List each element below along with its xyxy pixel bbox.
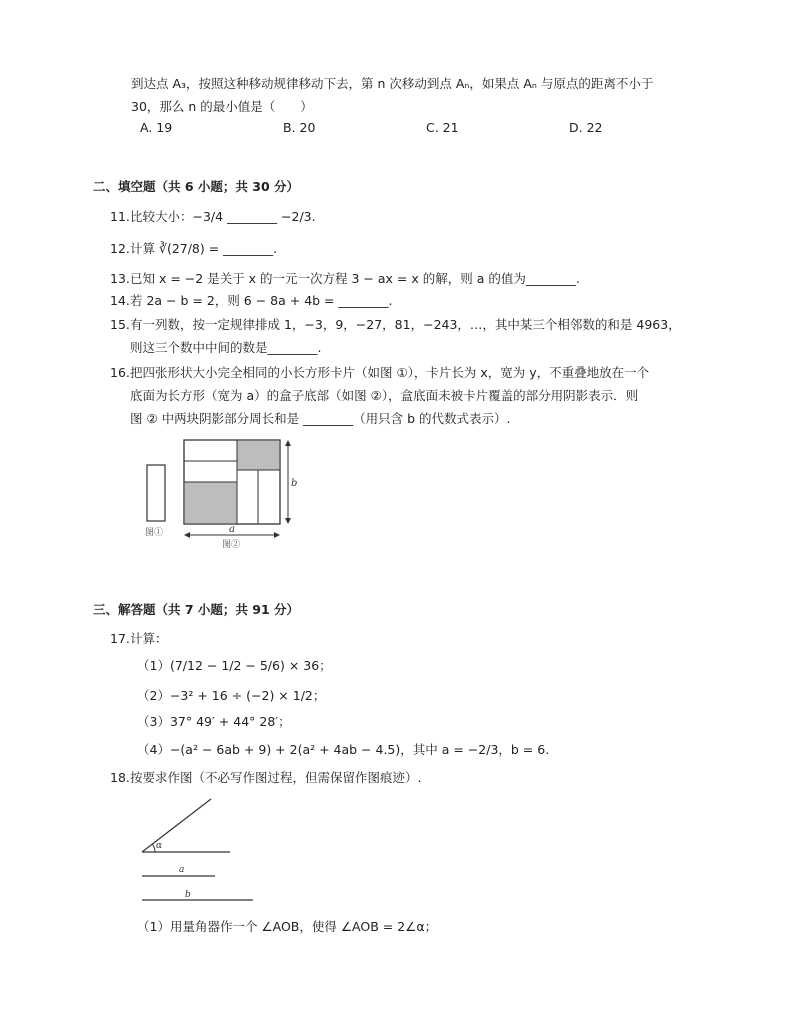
q14-text: 若 2a − b = 2，则 6 − 8a + 4b = ________. (130, 293, 393, 308)
q10-line1: 到达点 A₃，按照这种移动规律移动下去，第 n 次移动到点 Aₙ，如果点 Aₙ 与原点的距离不小于 (131, 76, 654, 91)
dimension-a-arrow-left (184, 532, 190, 538)
q17-item-1: （1）(7/12 − 1/2 − 5/6) × 36； (137, 658, 332, 673)
q13-number: 13. (110, 271, 130, 286)
q16-line1: 把四张形状大小完全相同的小长方形卡片（如图 ①），卡片长为 x，宽为 y，不重叠地放在一个 (130, 365, 650, 380)
segment-a-label: a (179, 865, 185, 875)
q15-line1: 有一列数，按一定规律排成 1，−3，9，−27，81，−243，…，其中某三个相邻数的和是 4963， (130, 317, 681, 332)
q18-sub-1: （1）用量角器作一个 ∠AOB，使得 ∠AOB = 2∠α； (137, 919, 438, 934)
q17-item-2: （2）−3² + 16 ÷ (−2) × 1/2； (137, 688, 326, 703)
q17-item-4: （4）−(a² − 6ab + 9) + 2(a² + 4ab − 4.5)，其中 a = −2/3，b = 6. (137, 742, 550, 757)
angle-slant-ray (142, 799, 211, 852)
q16-line3: 图 ② 中两块阴影部分周长和是 ________（用只含 b 的代数式表示）. (130, 411, 511, 426)
q10-option-c: C. 21 (426, 120, 459, 135)
q16-line2: 底面为长方形（宽为 a）的盒子底部（如图 ②），盒底面未被卡片覆盖的部分用阴影表示．则 (130, 388, 639, 403)
q18-text: 按要求作图（不必写作图过程，但需保留作图痕迹）. (130, 770, 422, 785)
fig1-label: 图① (145, 528, 164, 538)
shaded-region-bottom (184, 482, 237, 524)
q17-item-3: （3）37° 49′ + 44° 28′； (137, 714, 291, 729)
q16-figure (140, 435, 310, 553)
q13-text: 已知 x = −2 是关于 x 的一元一次方程 3 − ax = x 的解，则 a 的值为________. (130, 271, 580, 286)
dimension-b-arrow-bottom (285, 518, 291, 524)
q11-text: 比较大小：−3/4 ________ −2/3. (130, 209, 316, 224)
q14-number: 14. (110, 293, 130, 308)
q15-number: 15. (110, 317, 130, 332)
angle-arc (152, 844, 155, 852)
q10-line2: 30，那么 n 的最小值是（ ） (131, 99, 313, 114)
dimension-a-label: a (229, 524, 235, 535)
q18-number: 18. (110, 770, 130, 785)
q10-option-b: B. 20 (283, 120, 316, 135)
fig1-card (147, 465, 165, 521)
shaded-region-top (237, 440, 280, 470)
segment-b-label: b (185, 890, 191, 900)
q15-line2: 则这三个数中中间的数是________. (130, 340, 322, 355)
dimension-a-arrow-right (274, 532, 280, 538)
dimension-b-label: b (291, 478, 298, 489)
section3-title: 三、解答题（共 7 小题；共 91 分） (93, 602, 300, 617)
q12-number: 12. (110, 241, 130, 256)
dimension-b-arrow-top (285, 440, 291, 446)
fig2-label: 图② (222, 540, 241, 550)
q10-option-a: A. 19 (140, 120, 173, 135)
section2-title: 二、填空题（共 6 小题；共 30 分） (93, 179, 300, 194)
angle-alpha-label: α (156, 841, 163, 851)
q17-text: 计算： (130, 631, 168, 646)
q16-number: 16. (110, 365, 130, 380)
q18-figure (135, 792, 265, 904)
q17-number: 17. (110, 631, 130, 646)
q10-option-d: D. 22 (569, 120, 603, 135)
q11-number: 11. (110, 209, 130, 224)
q12-text: 计算 ∛(27/8) = ________. (130, 241, 278, 256)
